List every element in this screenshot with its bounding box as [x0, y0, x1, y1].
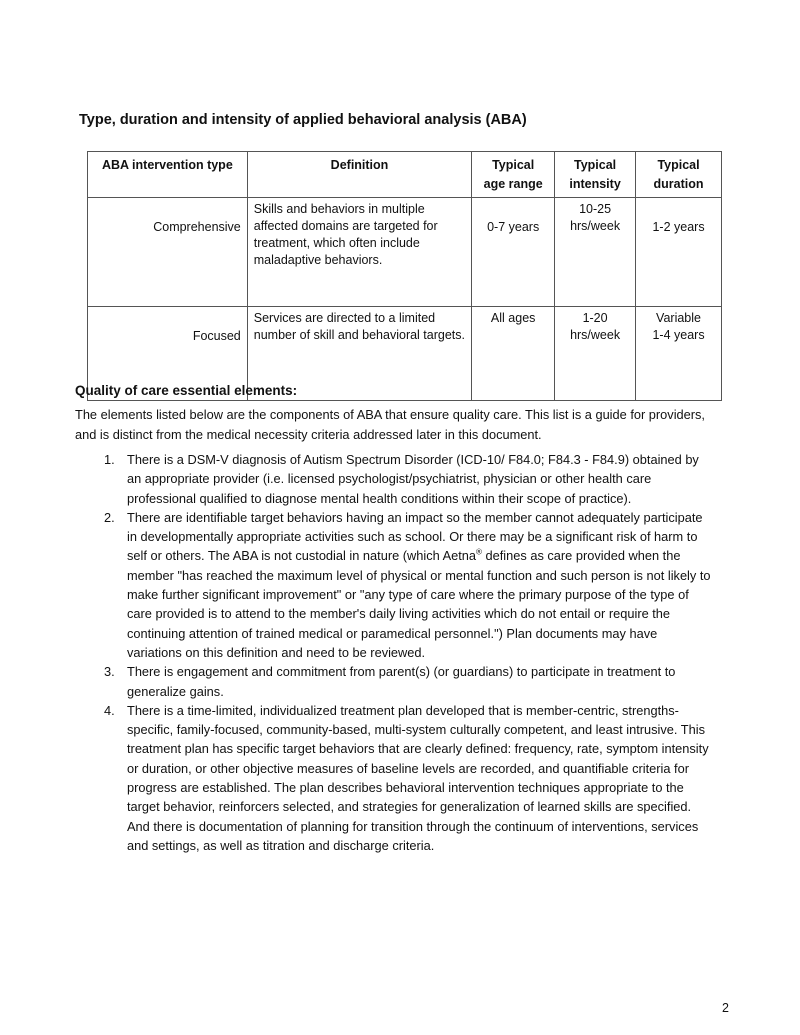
list-item-text: There is a DSM-V diagnosis of Autism Spectrum Disorder (ICD-10/ F84.0; F84.3 - F84.9) obtained by an appropriate provider (i.e. licensed psychologist/psychiatrist, physician or other health care professional qualified to diagnose mental health conditions within their scope of practice).: [127, 452, 699, 506]
header-duration-line2: duration: [653, 177, 704, 191]
header-intensity-line1: Typical: [574, 158, 617, 172]
header-age-range: [472, 152, 555, 198]
row-intensity-line2: hrs/week: [570, 328, 621, 342]
header-duration-line1: Typical: [657, 158, 700, 172]
header-age-line1: Typical: [492, 158, 535, 172]
row-intensity-line1: 1-20: [582, 311, 608, 325]
row-duration-line1: Variable: [656, 311, 701, 325]
row-duration-line2: 1-4 years: [652, 328, 705, 342]
row-definition: Skills and behaviors in multiple affected domains are targeted for treatment, which often include maladaptive behaviors.: [247, 198, 471, 307]
row-age-range: All ages: [472, 307, 555, 401]
row-intensity: [555, 198, 636, 307]
header-intervention-type: ABA intervention type: [88, 152, 248, 198]
row-duration-line1: 1-2 years: [652, 220, 705, 234]
page-number: 2: [722, 1001, 729, 1015]
registered-mark: ®: [476, 548, 482, 558]
list-item-number: 3.: [104, 664, 115, 680]
header-definition: Definition: [247, 152, 471, 198]
list-item-number: 2.: [104, 509, 115, 525]
table-row: [88, 198, 722, 307]
row-intensity-line1: 10-25: [579, 202, 612, 216]
quality-section-title: Quality of care essential elements:: [75, 383, 298, 398]
list-item-text-before: There are identifiable target behaviors having an impact so the member cannot adequately participate in developmentally appropriate activities such as school. Or there may be a significant risk of harm to self or others. The ABA is not custodial in nature (which Aetna: [127, 509, 703, 564]
list-item: [75, 701, 715, 855]
quality-intro-paragraph: The elements listed below are the components of ABA that ensure quality care. This list is a guide for providers, and is distinct from the medical necessity criteria addressed later in this document.: [75, 407, 705, 442]
header-intensity: [555, 152, 636, 198]
quality-elements-list: [75, 450, 715, 855]
row-type: Focused: [88, 307, 248, 401]
list-item-text: There is a time-limited, individualized treatment plan developed that is member-centric, strengths-specific, family-focused, community-based, multi-system culturally competent, and least intrusive. This treatment plan has specific target behaviors that are clearly defined: frequency, rate, symptom intensity or duration, or other objective measures of baseline levels are recorded, and quantifiable criteria for progress are established. The plan describes behavioral intervention techniques appropriate to the target behavior, reinforcers selected, and strategies for generalization of learned skills are specified. And there is documentation of planning for transition through the continuum of interventions, services and settings, as well as titration and discharge criteria.: [127, 702, 709, 853]
row-duration: [636, 307, 722, 401]
list-item-number: 4.: [104, 702, 115, 718]
row-intensity-line2: hrs/week: [570, 219, 621, 233]
row-duration: [636, 198, 722, 307]
header-intensity-line2: intensity: [569, 177, 621, 191]
list-item-text: There is engagement and commitment from parent(s) (or guardians) to participate in treatment to generalize gains.: [127, 664, 676, 699]
header-duration: [636, 152, 722, 198]
header-age-line2: age range: [483, 177, 543, 191]
list-item-number: 1.: [104, 452, 115, 467]
row-age-range: 0-7 years: [472, 198, 555, 307]
list-item: [75, 662, 715, 701]
table-header-row: [88, 152, 722, 198]
row-definition: Services are directed to a limited number of skill and behavioral targets.: [247, 307, 471, 401]
row-intensity: [555, 307, 636, 401]
list-item: [75, 450, 715, 508]
list-item: [75, 508, 715, 662]
list-item-text-after: defines as care provided when the member "has reached the maximum level of physical or mental function and such person is not likely to make further significant improvement" or "any type of care where the primary purpose of the type of care provided is to attend to the member's daily living activities which do not entail or require the continuing attention of trained medical or paramedical personnel.") Plan documents may have variations on this definition and need to be reviewed.: [127, 548, 711, 660]
aba-intervention-table: [87, 151, 722, 401]
page-title: Type, duration and intensity of applied behavioral analysis (ABA): [79, 112, 527, 128]
row-type: Comprehensive: [88, 198, 248, 307]
